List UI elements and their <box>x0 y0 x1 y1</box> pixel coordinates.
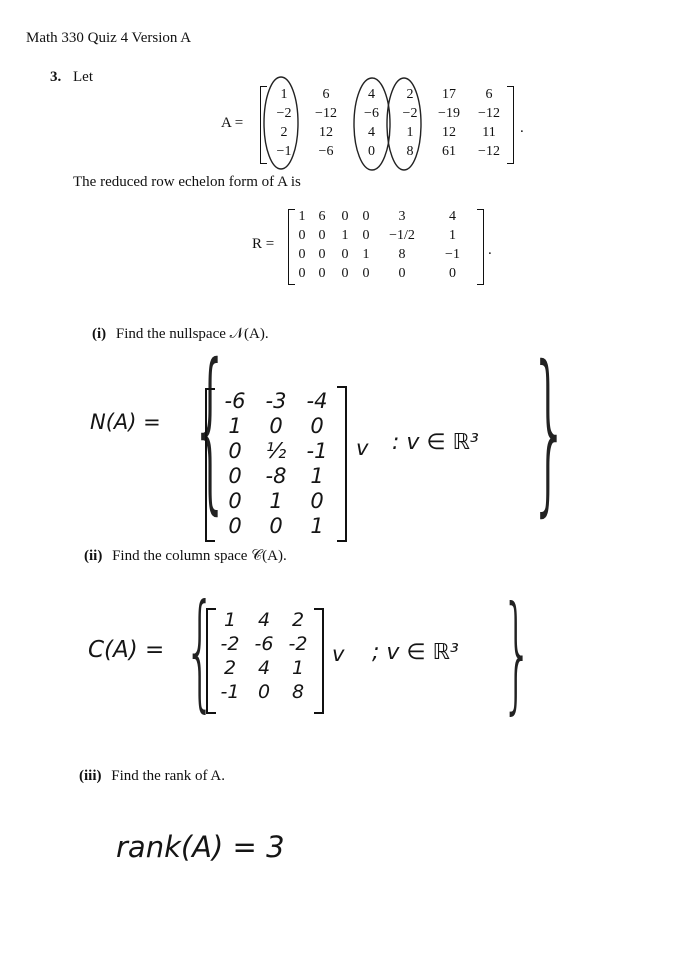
matrix-a-entry: 0 <box>368 144 375 159</box>
column-space-matrix-entry: -2 <box>288 633 308 655</box>
nullspace-condition: : v ∈ ℝ³ <box>392 430 479 455</box>
matrix-r-entry: 8 <box>398 247 406 262</box>
nullspace-matrix-entry: 0 <box>269 414 283 438</box>
column-space-matrix-entry: -1 <box>220 681 240 703</box>
nullspace-matrix-entry: -4 <box>306 389 328 413</box>
matrix-r-entry: 0 <box>362 209 370 224</box>
matrix-a-entry: 4 <box>368 125 375 140</box>
matrix-r-entry: 0 <box>341 209 349 224</box>
matrix-r-entry: −1 <box>445 247 460 262</box>
matrix-r-entry: 3 <box>398 209 406 224</box>
matrix-r-entry: 0 <box>298 247 306 262</box>
nullspace-matrix-entry: 0 <box>228 514 242 538</box>
problem-number: 3. <box>50 69 62 85</box>
matrix-a-entry: 6 <box>322 87 330 102</box>
nullspace-matrix-entry: 1 <box>269 489 283 513</box>
matrix-a-entry: −12 <box>315 106 337 121</box>
nullspace-matrix-entry: 0 <box>310 414 324 438</box>
matrix-a-entry: 12 <box>442 125 456 140</box>
matrix-r-entry: 1 <box>341 228 349 243</box>
matrix-r-entry: 0 <box>318 228 326 243</box>
matrix-a-entry: −19 <box>438 106 460 121</box>
matrix-r-entry: 0 <box>449 266 456 281</box>
part-ii-text: Find the column space 𝒞(A). <box>112 548 287 564</box>
pivot-circle-col1 <box>264 77 298 169</box>
nullspace-vector: v <box>356 436 369 460</box>
nullspace-right-bracket <box>337 386 347 542</box>
column-space-matrix-entry: -2 <box>220 633 240 655</box>
nullspace-matrix-entry: 0 <box>228 489 242 513</box>
nullspace-matrix-entry: 0 <box>310 489 324 513</box>
nullspace-basis-matrix <box>215 389 337 539</box>
part-iii-label: (iii) <box>79 768 102 784</box>
matrix-r-right-bracket <box>477 209 484 285</box>
part-ii-label: (ii) <box>84 548 103 564</box>
nullspace-left-brace: { <box>190 327 231 532</box>
matrix-a-period: . <box>520 120 524 136</box>
matrix-a-entry: 17 <box>442 87 456 102</box>
matrix-a-entry: 8 <box>406 144 414 159</box>
nullspace-matrix-entry: 0 <box>228 439 242 463</box>
column-space-matrix-entry: 2 <box>291 609 305 631</box>
column-space-left-brace: { <box>184 577 216 725</box>
nullspace-matrix-entry: 1 <box>310 514 324 538</box>
column-space-matrix-entry: 1 <box>223 609 237 631</box>
column-space-right-bracket <box>314 608 324 714</box>
matrix-r-entry: 0 <box>362 228 370 243</box>
rank-answer: rank(A) = 3 <box>116 830 285 864</box>
matrix-a-entry: −6 <box>318 144 334 159</box>
nullspace-matrix-entry: 1 <box>228 414 242 438</box>
matrix-r-entry: 1 <box>449 228 456 243</box>
nullspace-matrix-entry: -1 <box>306 439 328 463</box>
matrix-a-entry: 1 <box>406 125 414 140</box>
matrix-a-label: A = <box>221 115 244 131</box>
column-space-vector: v <box>332 642 345 666</box>
matrix-a-entry: 6 <box>485 87 493 102</box>
matrix-r-entry: 0 <box>318 247 326 262</box>
column-space-matrix-entry: 0 <box>257 681 271 703</box>
matrix-a-entry: 1 <box>280 87 288 102</box>
matrix-a-entry: −2 <box>402 106 418 121</box>
rref-text: The reduced row echelon form of A is <box>73 174 301 190</box>
matrix-r <box>294 207 477 283</box>
nullspace-matrix-entry: ½ <box>265 439 287 463</box>
nullspace-matrix-entry: 1 <box>310 464 324 488</box>
part-i-label: (i) <box>92 326 107 342</box>
matrix-r-period: . <box>488 242 492 258</box>
column-space-matrix-entry: 2 <box>223 657 237 679</box>
matrix-a-entry: −2 <box>276 106 292 121</box>
column-space-matrix-entry: 1 <box>291 657 305 679</box>
column-space-matrix-entry: 4 <box>257 657 271 679</box>
nullspace-matrix-entry: -6 <box>224 389 246 413</box>
matrix-a-entry: −1 <box>276 144 292 159</box>
quiz-title: Math 330 Quiz 4 Version A <box>26 30 192 46</box>
nullspace-right-brace: } <box>529 329 570 534</box>
nullspace-left-bracket <box>205 388 215 542</box>
column-space-lhs: C(A) = <box>88 637 165 663</box>
matrix-r-entry: 1 <box>298 209 306 224</box>
matrix-r-entry: 6 <box>318 209 326 224</box>
matrix-a-entry: 2 <box>280 125 288 140</box>
nullspace-matrix-entry: 0 <box>228 464 242 488</box>
nullspace-lhs: N(A) = <box>90 410 161 434</box>
column-space-matrix-entry: -6 <box>254 633 274 655</box>
column-space-matrix-entry: 4 <box>257 609 271 631</box>
part-iii-text: Find the rank of A. <box>111 768 225 784</box>
pivot-circle-col4 <box>387 78 421 170</box>
matrix-r-entry: −1/2 <box>389 228 415 243</box>
matrix-r-entry: 0 <box>298 266 306 281</box>
matrix-a-entry: 2 <box>406 87 414 102</box>
matrix-a-entry: 12 <box>319 125 333 140</box>
matrix-a-entry: −6 <box>364 106 379 121</box>
column-space-condition: ; v ∈ ℝ³ <box>372 640 459 665</box>
matrix-r-entry: 0 <box>398 266 406 281</box>
matrix-a-entry: −12 <box>478 144 500 159</box>
matrix-r-entry: 0 <box>341 247 349 262</box>
part-ii <box>84 547 287 565</box>
problem-intro: Let <box>73 69 93 85</box>
part-iii <box>79 768 225 785</box>
part-i-text: Find the nullspace 𝒩(A). <box>115 326 269 342</box>
column-space-right-brace: } <box>501 579 533 727</box>
matrix-r-entry: 0 <box>341 266 349 281</box>
matrix-r-entry: 1 <box>362 247 370 262</box>
column-space-basis-matrix <box>214 608 314 704</box>
matrix-r-entry: 0 <box>362 266 370 281</box>
nullspace-matrix-entry: -3 <box>265 389 287 413</box>
column-space-matrix-entry: 8 <box>291 681 305 703</box>
matrix-r-entry: 4 <box>449 209 456 224</box>
matrix-a-entry: 4 <box>368 87 375 102</box>
matrix-r-entry: 0 <box>318 266 326 281</box>
pivot-circle-col3 <box>354 78 390 170</box>
matrix-a-entry: 61 <box>442 144 456 159</box>
matrix-r-entry: 0 <box>298 228 306 243</box>
nullspace-matrix-entry: 0 <box>269 514 283 538</box>
matrix-a-entry: 11 <box>482 125 496 140</box>
nullspace-matrix-entry: -8 <box>265 464 287 488</box>
part-i <box>92 325 269 343</box>
matrix-a-entry: −12 <box>478 106 500 121</box>
matrix-r-label: R = <box>252 236 275 252</box>
